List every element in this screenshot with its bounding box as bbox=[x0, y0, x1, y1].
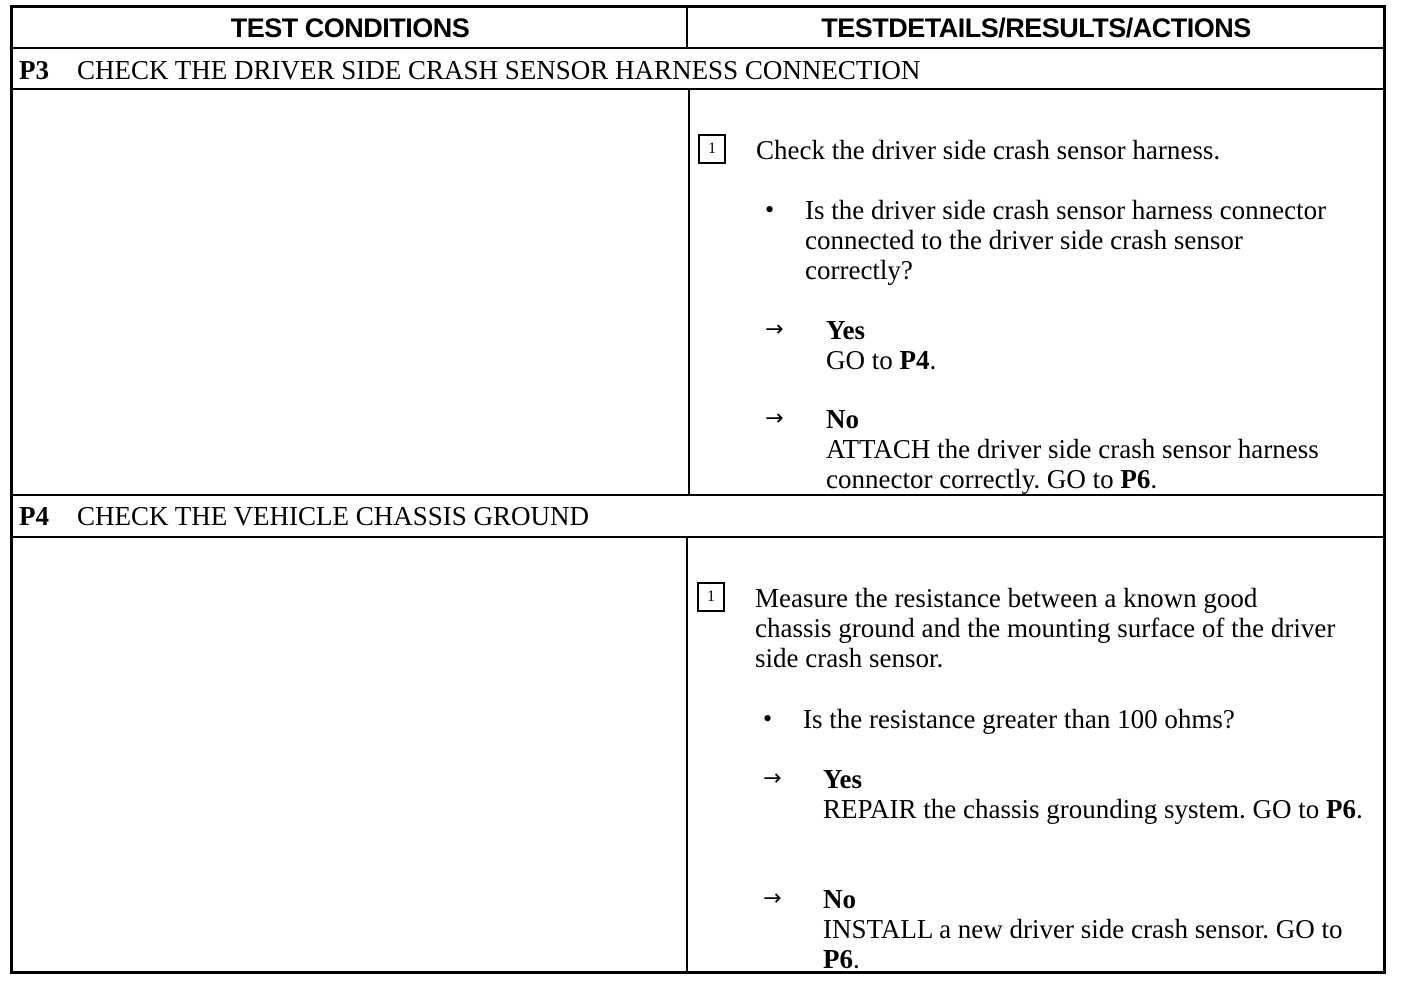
arrow-right-icon: → bbox=[765, 406, 784, 431]
column-divider bbox=[686, 537, 688, 971]
answer-no bbox=[826, 404, 1381, 494]
answer-yes bbox=[823, 764, 1379, 824]
bullet-icon: • bbox=[765, 195, 775, 224]
row-divider bbox=[13, 47, 1383, 49]
section-id: P3 bbox=[19, 55, 49, 85]
arrow-right-icon: → bbox=[765, 317, 784, 342]
row-divider bbox=[13, 536, 1383, 538]
header-divider bbox=[686, 8, 688, 48]
step-text: Measure the resistance between a known good chassis ground and the mounting surface of the driver side crash sensor. bbox=[755, 583, 1336, 673]
section-title: CHECK THE VEHICLE CHASSIS GROUND bbox=[77, 501, 590, 531]
arrow-right-icon: → bbox=[763, 886, 782, 911]
section-title-p3 bbox=[19, 52, 920, 88]
question-text: Is the resistance greater than 100 ohms? bbox=[803, 704, 1235, 734]
answer-action: REPAIR the chassis grounding system. GO to P6. bbox=[823, 794, 1363, 824]
section-title-p4 bbox=[19, 498, 589, 534]
header-test-conditions: TEST CONDITIONS bbox=[230, 13, 470, 43]
answer-action: ATTACH the driver side crash sensor harness connector correctly. GO to P6. bbox=[826, 434, 1319, 494]
step-number-box: 1 bbox=[698, 134, 726, 164]
section-title: CHECK THE DRIVER SIDE CRASH SENSOR HARNESS CONNECTION bbox=[77, 55, 921, 85]
arrow-right-icon: → bbox=[763, 766, 782, 791]
answer-action: GO to P4. bbox=[826, 345, 937, 375]
answer-label: Yes bbox=[823, 764, 862, 794]
column-divider bbox=[688, 89, 690, 495]
answer-label: Yes bbox=[826, 315, 865, 345]
answer-label: No bbox=[826, 404, 859, 434]
answer-action: INSTALL a new driver side crash sensor. GO to P6. bbox=[823, 914, 1343, 974]
question-text: Is the driver side crash sensor harness connector connected to the driver side crash sensor correctly? bbox=[805, 195, 1327, 285]
section-id: P4 bbox=[19, 501, 49, 531]
row-divider bbox=[13, 88, 1383, 90]
row-divider bbox=[13, 494, 1383, 496]
header-test-details: TESTDETAILS/RESULTS/ACTIONS bbox=[821, 13, 1251, 43]
answer-label: No bbox=[823, 884, 856, 914]
step-text: Check the driver side crash sensor harness. bbox=[756, 135, 1221, 165]
step-number-box: 1 bbox=[697, 582, 725, 612]
answer-yes bbox=[826, 315, 1376, 375]
answer-no bbox=[823, 884, 1379, 974]
diagnostic-table bbox=[10, 5, 1386, 974]
bullet-icon: • bbox=[763, 704, 773, 733]
